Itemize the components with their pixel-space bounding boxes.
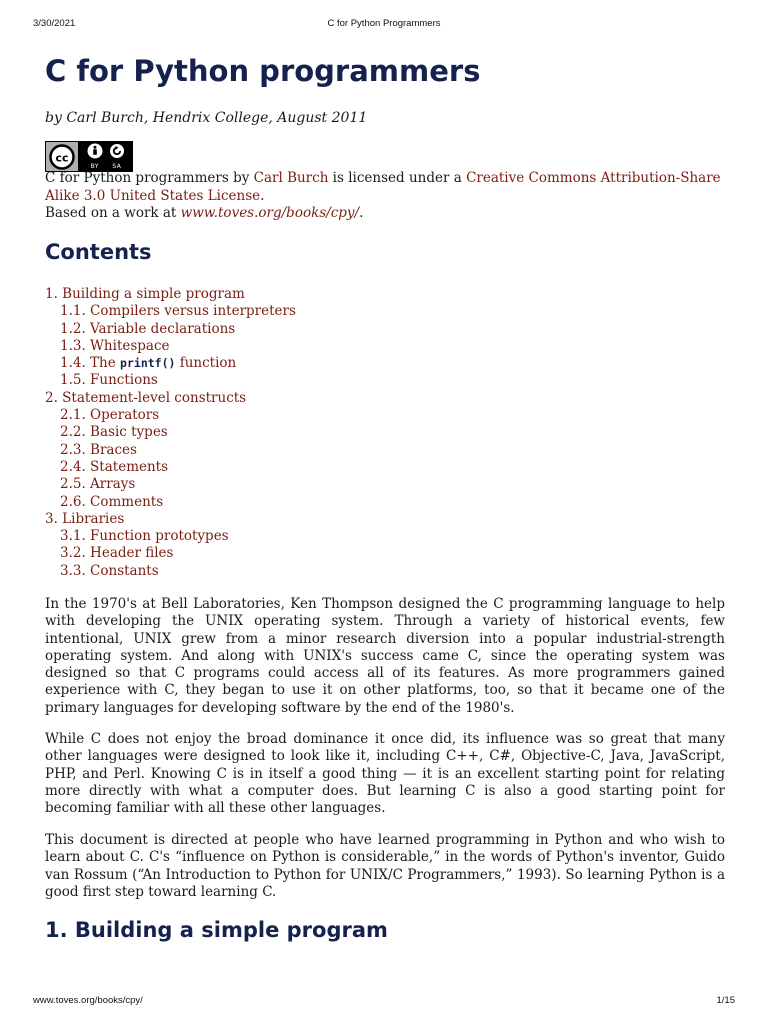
toc-item [45, 476, 296, 493]
toc-link[interactable]: 1.3. Whitespace [60, 337, 170, 354]
toc-link[interactable]: 1.1. Compilers versus interpreters [60, 303, 296, 320]
toc-item [45, 563, 296, 580]
toc-link[interactable]: 1.5. Functions [60, 372, 158, 389]
section-heading: 1. Building a simple program [45, 918, 388, 942]
table-of-contents [45, 286, 296, 580]
toc-item [45, 459, 296, 476]
toc-item [45, 355, 296, 372]
print-url: www.toves.org/books/cpy/ [33, 995, 143, 1006]
cc-icon [46, 142, 78, 171]
toc-link[interactable]: 3.1. Function prototypes [60, 528, 229, 545]
toc-link[interactable]: 3.3. Constants [60, 562, 159, 579]
toc-item [45, 528, 296, 545]
toc-item [45, 372, 296, 389]
by-icon [87, 143, 103, 163]
toc-link[interactable]: 2.6. Comments [60, 493, 164, 510]
toc-link[interactable]: 1.4. The printf() function [60, 355, 237, 372]
toc-item [45, 442, 296, 459]
toc-link[interactable]: 2.2. Basic types [60, 424, 168, 441]
toc-link[interactable]: 2.3. Braces [60, 441, 137, 458]
toc-link[interactable]: 2. Statement-level constructs [45, 389, 247, 406]
by-label: BY [90, 163, 100, 170]
cc-license-badge[interactable] [45, 141, 133, 172]
toc-item [45, 424, 296, 441]
print-page-title: C for Python Programmers [327, 18, 441, 29]
author-link[interactable]: Carl Burch [253, 170, 329, 186]
toc-link[interactable]: 3. Libraries [45, 510, 125, 527]
toc-item [45, 390, 296, 407]
toc-link[interactable]: 3.2. Header files [60, 545, 174, 562]
print-footer [33, 995, 735, 1009]
toc-item [45, 407, 296, 424]
toc-link[interactable]: 2.1. Operators [60, 407, 160, 424]
print-header [33, 18, 735, 32]
byline: by Carl Burch, Hendrix College, August 2011 [45, 110, 368, 126]
source-site-link[interactable]: www.toves.org/books/cpy/ [180, 205, 360, 221]
license-notice: C for Python programmers by Carl Burch is licensed under a Creative Commons Attribution-Share Alike 3.0 United States License. Based on a work at www.toves.org/books/cpy/. [45, 170, 721, 221]
sa-label: SA [112, 163, 122, 170]
print-page-number: 1/15 [716, 995, 735, 1006]
toc-item [45, 338, 296, 355]
toc-link[interactable]: 1. Building a simple program [45, 286, 245, 302]
toc-item [45, 545, 296, 562]
toc-item [45, 286, 296, 303]
intro-paragraph-2: While C does not enjoy the broad dominance it once did, its influence was so great that many other languages were designed to look like it, including C++, C#, Objective-C, Java, JavaScript, PHP, and Perl. Knowing C is in itself a good thing — it is an excellent starting point for relating more directly with what a computer does. But learning C is also a good starting point for becoming familiar with all these other languages. [45, 731, 725, 817]
document-title: C for Python programmers [45, 54, 481, 88]
intro-paragraph-1: In the 1970's at Bell Laboratories, Ken Thompson designed the C programming language to help with developing the UNIX operating system. Through a variety of historical events, few intentional, UNIX grew from a minor research diversion into a popular industrial-strength operating system. And along with UNIX's success came C, since the operating system was designed so that C programs could access all of its features. As more programmers gained experience with C, they began to use it on other platforms, too, so that it became one of the primary languages for developing software by the end of the 1980's. [45, 596, 725, 716]
intro-paragraph-3: This document is directed at people who have learned programming in Python and who wish to learn about C. C's “influence on Python is considerable,” in the words of Python's inventor, Guido van Rossum (“An Introduction to Python for UNIX/C Programmers,” 1993). So learning Python is a good first step toward learning C. [45, 832, 725, 900]
toc-item [45, 494, 296, 511]
svg-text:cc: cc [55, 151, 69, 164]
toc-item [45, 303, 296, 320]
toc-link[interactable]: 1.2. Variable declarations [60, 320, 236, 337]
contents-heading: Contents [45, 240, 152, 264]
toc-code: printf() [120, 356, 176, 371]
license-link[interactable]: Creative Commons Attribution-Share Alike 3.0 United States License [45, 170, 721, 204]
toc-item [45, 511, 296, 528]
toc-item [45, 321, 296, 338]
sa-icon [109, 143, 125, 163]
print-date: 3/30/2021 [33, 18, 76, 29]
toc-link[interactable]: 2.4. Statements [60, 458, 169, 475]
toc-link[interactable]: 2.5. Arrays [60, 476, 136, 493]
